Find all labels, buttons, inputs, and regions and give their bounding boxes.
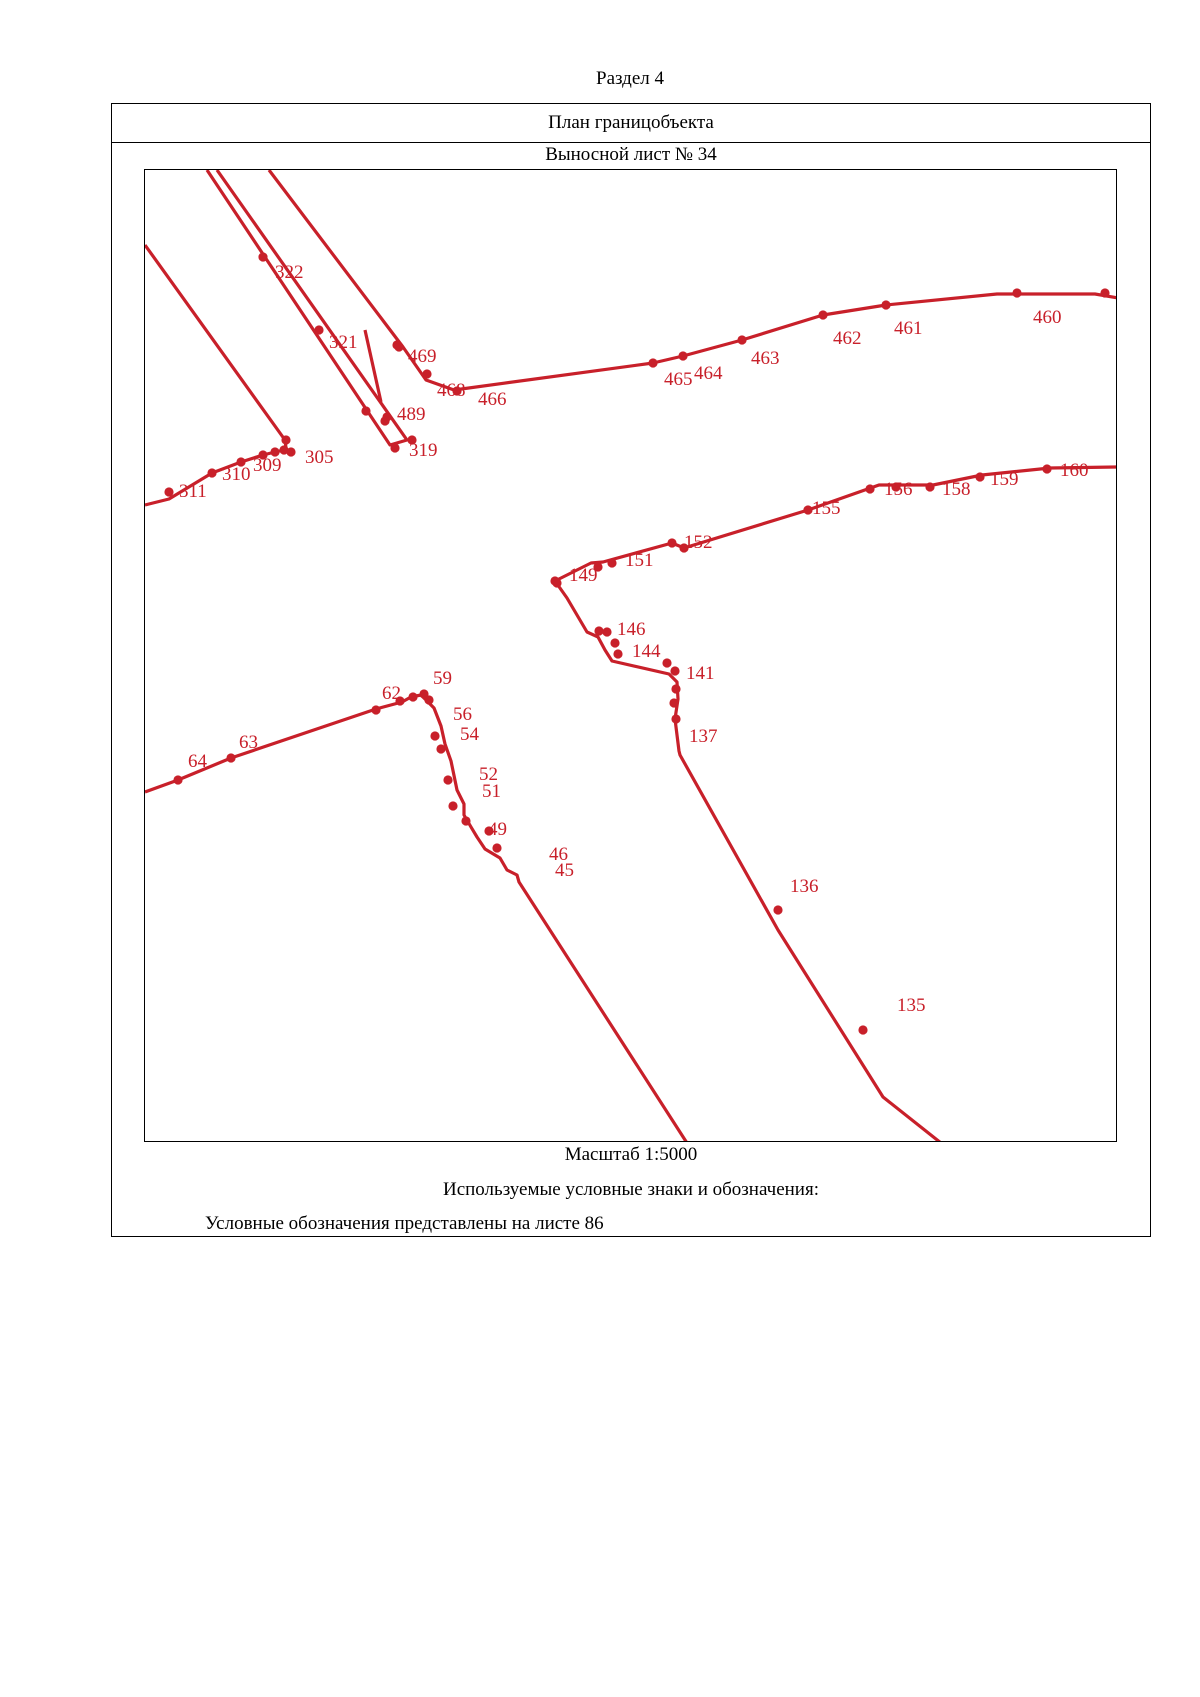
boundary-point <box>1012 288 1021 297</box>
boundary-point <box>207 468 216 477</box>
point-label-152: 152 <box>684 532 713 553</box>
boundary-point <box>669 698 678 707</box>
boundary-point <box>443 775 452 784</box>
boundary-point <box>361 406 370 415</box>
point-label-464: 464 <box>694 363 723 384</box>
boundary-point <box>424 695 433 704</box>
boundary-point <box>1100 288 1109 297</box>
boundary-point <box>461 816 470 825</box>
point-label-64: 64 <box>188 751 207 772</box>
boundary-point <box>552 578 561 587</box>
boundary-point <box>286 447 295 456</box>
boundary-point <box>408 692 417 701</box>
boundary-line <box>145 695 687 1142</box>
point-label-310: 310 <box>222 464 251 485</box>
boundary-point <box>436 744 445 753</box>
point-label-465: 465 <box>664 369 693 390</box>
section-title: Раздел 4 <box>596 68 664 89</box>
boundary-point <box>865 484 874 493</box>
boundary-point <box>670 666 679 675</box>
boundary-point <box>281 435 290 444</box>
point-label-49: 49 <box>488 819 507 840</box>
point-label-322: 322 <box>275 262 304 283</box>
boundary-point <box>858 1025 867 1034</box>
point-label-462: 462 <box>833 328 862 349</box>
boundary-lines <box>145 170 1117 1142</box>
boundary-point <box>737 335 746 344</box>
point-label-466: 466 <box>478 389 507 410</box>
boundary-point <box>881 300 890 309</box>
point-label-311: 311 <box>179 481 207 502</box>
point-label-159: 159 <box>990 469 1019 490</box>
point-label-54: 54 <box>460 724 479 745</box>
boundary-point <box>667 538 676 547</box>
boundary-point <box>394 342 403 351</box>
boundary-point <box>390 443 399 452</box>
boundary-map <box>145 170 1117 1142</box>
boundary-point <box>671 684 680 693</box>
point-label-141: 141 <box>686 663 715 684</box>
point-label-319: 319 <box>409 440 438 461</box>
boundary-point <box>818 310 827 319</box>
boundary-point <box>258 252 267 261</box>
boundary-point <box>422 369 431 378</box>
boundary-point <box>678 351 687 360</box>
point-label-62: 62 <box>382 683 401 704</box>
point-label-59: 59 <box>433 668 452 689</box>
boundary-point <box>594 626 603 635</box>
boundary-point <box>602 627 611 636</box>
point-label-137: 137 <box>689 726 718 747</box>
boundary-line <box>555 581 941 1142</box>
boundary-point <box>164 487 173 496</box>
boundary-point <box>662 658 671 667</box>
point-label-45: 45 <box>555 860 574 881</box>
point-label-52: 52 <box>479 764 498 785</box>
boundary-point <box>173 775 182 784</box>
point-label-135: 135 <box>897 995 926 1016</box>
point-label-56: 56 <box>453 704 472 725</box>
point-label-463: 463 <box>751 348 780 369</box>
point-label-489: 489 <box>397 404 426 425</box>
boundary-point <box>314 325 323 334</box>
point-label-155: 155 <box>812 498 841 519</box>
boundary-point <box>448 801 457 810</box>
point-label-461: 461 <box>894 318 923 339</box>
point-label-151: 151 <box>625 550 654 571</box>
boundary-point <box>613 649 622 658</box>
point-label-321: 321 <box>329 332 358 353</box>
legend-title: Используемые условные знаки и обозначения: <box>442 1179 819 1200</box>
map-area <box>144 169 1117 1142</box>
point-label-468: 468 <box>437 380 466 401</box>
point-label-469: 469 <box>408 346 437 367</box>
point-label-156: 156 <box>884 479 913 500</box>
point-label-63: 63 <box>239 732 258 753</box>
point-label-149: 149 <box>569 565 598 586</box>
boundary-point <box>1042 464 1051 473</box>
boundary-point <box>430 731 439 740</box>
boundary-point <box>492 843 501 852</box>
scale-label: Масштаб 1:5000 <box>564 1144 698 1165</box>
point-label-46: 46 <box>549 844 568 865</box>
point-label-460: 460 <box>1033 307 1062 328</box>
boundary-point <box>975 472 984 481</box>
sheet-label: Выносной лист № 34 <box>545 144 717 165</box>
boundary-point <box>371 705 380 714</box>
point-label-160: 160 <box>1060 460 1089 481</box>
point-label-146: 146 <box>617 619 646 640</box>
point-label-144: 144 <box>632 641 661 662</box>
boundary-line <box>145 245 286 448</box>
boundary-line <box>207 170 407 445</box>
boundary-point <box>773 905 782 914</box>
plan-header: План границобъекта <box>112 104 1150 143</box>
point-label-305: 305 <box>305 447 334 468</box>
boundary-line <box>454 294 1117 390</box>
boundary-point <box>671 714 680 723</box>
plan-frame <box>111 103 1151 1237</box>
boundary-point <box>607 558 616 567</box>
point-labels <box>179 262 1089 1016</box>
boundary-point <box>925 482 934 491</box>
point-label-158: 158 <box>942 479 971 500</box>
boundary-point <box>648 358 657 367</box>
point-label-136: 136 <box>790 876 819 897</box>
boundary-point <box>226 753 235 762</box>
legend-note: Условные обозначения представлены на листе 86 <box>205 1213 604 1234</box>
point-label-51: 51 <box>482 781 501 802</box>
point-label-309: 309 <box>253 455 282 476</box>
boundary-point <box>382 412 391 421</box>
